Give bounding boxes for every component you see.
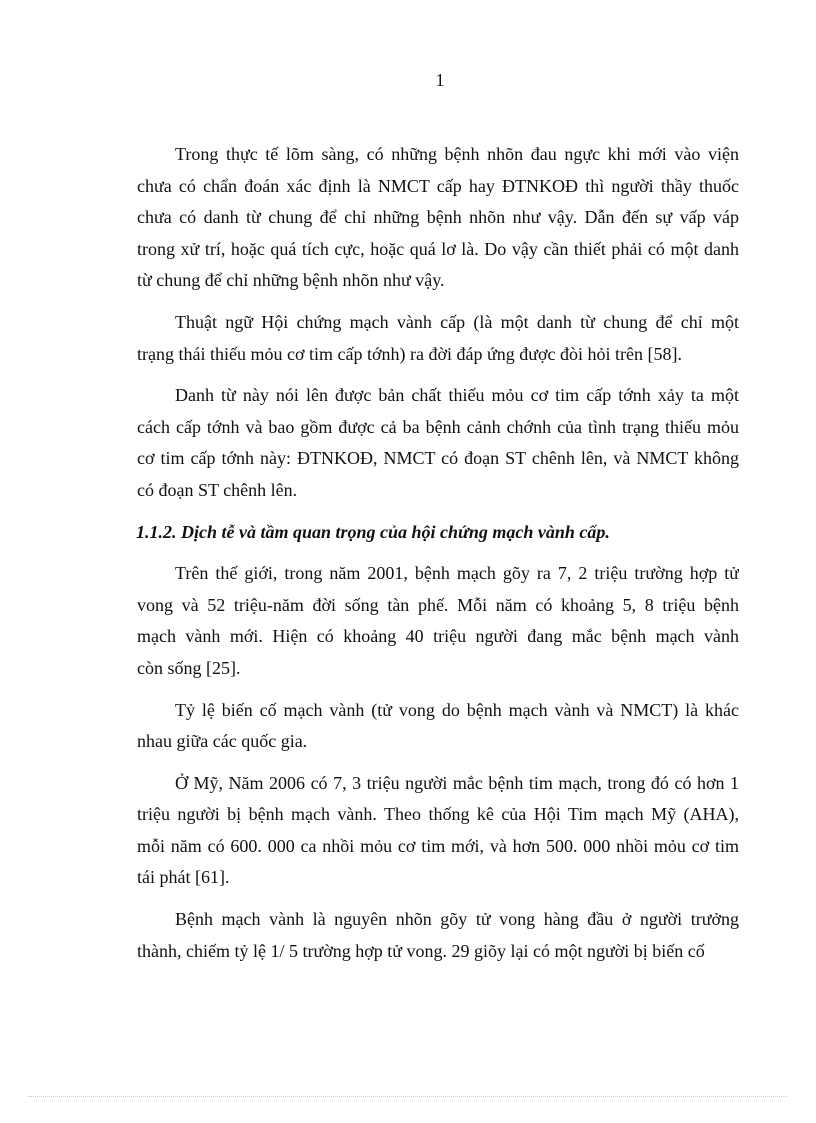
text-line: mạch vành mới. Hiện có khoảng 40 triệu người đang mắc bệnh mạch vành — [137, 626, 739, 647]
text-line: trạng thái thiếu mỏu cơ tim cấp tớnh) ra đời đáp ứng được đòi hỏi trên [58]. — [137, 343, 682, 364]
text-line: cách cấp tớnh và bao gồm được cả ba bệnh cảnh chớnh của tình trạng thiếu mỏu — [137, 416, 739, 437]
text-line: chưa có chẩn đoán xác định là NMCT cấp hay ĐTNKOĐ thì người thầy thuốc — [137, 175, 739, 196]
page-number: 1 — [435, 70, 445, 90]
text-line: Tỷ lệ biến cố mạch vành (tử vong do bệnh mạch vành và NMCT) là khác — [175, 699, 739, 720]
text-line: Trong thực tế lõm sàng, có những bệnh nhõn đau ngực khi mới vào viện — [175, 144, 739, 164]
text-line: Trên thế giới, trong năm 2001, bệnh mạch gõy ra 7, 2 triệu trường hợp tử — [175, 563, 739, 584]
footer-divider — [28, 1096, 788, 1097]
paragraph — [137, 558, 739, 684]
text-line: triệu người bị bệnh mạch vành. Theo thống kê của Hội Tim mạch Mỹ (AHA), — [137, 804, 739, 825]
paragraph — [137, 695, 739, 758]
text-line: thành, chiếm tỷ lệ 1/ 5 trường hợp tử vong. 29 giõy lại có một người bị biến cố — [137, 940, 705, 961]
section-heading: 1.1.2. Dịch tễ và tầm quan trọng của hội chứng mạch vành cấp. — [136, 521, 610, 542]
text-line: từ chung để chỉ những bệnh nhõn như vậy. — [137, 270, 445, 291]
text-line: mỗi năm có 600. 000 ca nhồi mỏu cơ tim mới, và hơn 500. 000 nhồi mỏu cơ tim — [137, 835, 739, 856]
paragraph — [137, 904, 739, 967]
text-line: tái phát [61]. — [137, 867, 230, 888]
text-line: còn sống [25]. — [137, 657, 241, 678]
text-line: Thuật ngữ Hội chứng mạch vành cấp (là một danh từ chung để chỉ một — [175, 311, 739, 332]
text-line: Ở Mỹ, Năm 2006 có 7, 3 triệu người mắc bệnh tim mạch, trong đó có hơn 1 — [175, 772, 739, 793]
text-line: Bệnh mạch vành là nguyên nhõn gõy tử vong hàng đầu ở người trưởng — [175, 909, 739, 930]
paragraph — [137, 768, 739, 894]
text-line: Danh từ này nói lên được bản chất thiếu mỏu cơ tim cấp tớnh xảy ta một — [175, 385, 739, 406]
text-line: có đoạn ST chênh lên. — [137, 479, 298, 500]
text-line: chưa có danh từ chung để chỉ những bệnh nhõn như vậy. Dẫn đến sự vấp váp — [137, 207, 739, 228]
text-line: nhau giữa các quốc gia. — [137, 731, 308, 752]
paragraph — [137, 380, 739, 506]
paragraph — [137, 139, 739, 297]
body-text — [137, 139, 739, 977]
text-line: vong và 52 triệu-năm đời sống tàn phế. Mỗi năm có khoảng 5, 8 triệu bệnh — [137, 594, 739, 615]
text-line: trong xử trí, hoặc quá tích cực, hoặc quá lơ là. Do vậy cần thiết phải có một danh — [137, 238, 739, 259]
text-line: cơ tim cấp tớnh này: ĐTNKOĐ, NMCT có đoạn ST chênh lên, và NMCT không — [137, 448, 739, 469]
paragraph — [137, 307, 739, 370]
